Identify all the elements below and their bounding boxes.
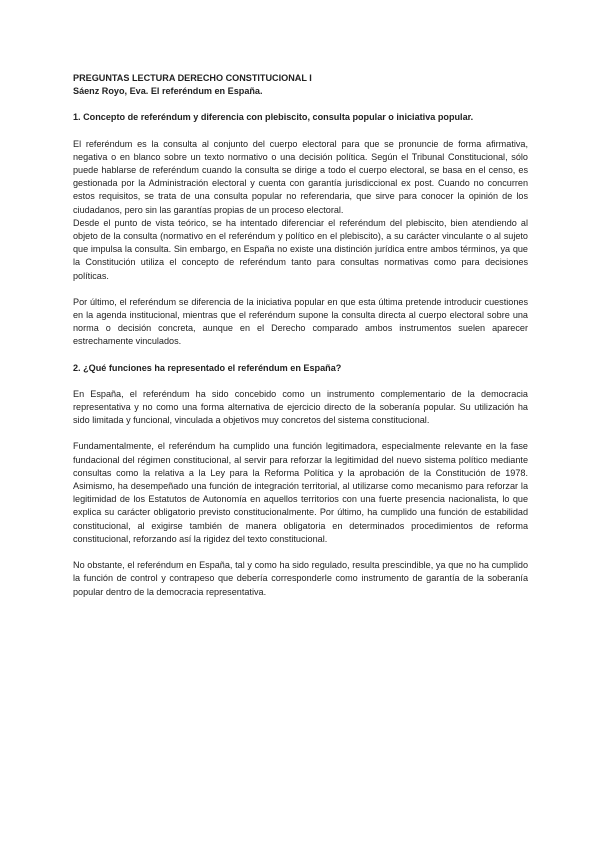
section-2-paragraph-2: Fundamentalmente, el referéndum ha cumplido una función legitimadora, especialmente relevante en la fase fundacional del régimen constitucional, al servir para reforzar la legitimidad del nuevo sistema político mediante consultas como la relativa a la Ley para la Reforma Política y la aprobación de la Constitución de 1978. Asimismo, ha desempeñado una función de integración territorial, al utilizarse como mecanismo para reforzar la legitimidad de los Estatutos de Autonomía en aquellos territorios con una fuerte presencia nacionalista, lo que explica su carácter obligatorio previsto constitucionalmente. Por último, ha cumplido una función de estabilidad constitucional, al exigirse también de manera obligatoria en determinados procedimientos de reforma constitucional, reforzando así la rigidez del texto constitucional. [73,441,528,544]
document-body [73,72,528,599]
document-title: PREGUNTAS LECTURA DERECHO CONSTITUCIONAL I [73,73,312,83]
section-2-paragraph-3: No obstante, el referéndum en España, tal y como ha sido regulado, resulta prescindible, ya que no ha cumplido la función de control y contrapeso que debería corresponderle como instrumento de garantía de la soberanía popular dentro de la democracia representativa. [73,560,528,597]
section-1-paragraph-3: Por último, el referéndum se diferencia de la iniciativa popular en que esta última pretende introducir cuestiones en la agenda institucional, mientras que el referéndum supone la consulta directa al cuerpo electoral sobre una norma o decisión concreta, aunque en el Derecho comparado ambos instrumentos suelen aparecer estrechamente vinculados. [73,296,528,347]
section-1-paragraph-1: El referéndum es la consulta al conjunto del cuerpo electoral para que se pronuncie de forma afirmativa, negativa o en blanco sobre un texto normativo o una decisión política. Según el Tribunal Constitucional, sólo puede hablarse de referéndum cuando la consulta se dirige a todo el cuerpo electoral, se basa en el censo, es gestionada por la Administración electoral y cuenta con garantía jurisdiccional ex post. Cuando no concurren estos requisitos, se trata de una consulta popular no referendaria, que sirve para conocer la opinión de los ciudadanos, pero sin las garantías propias de un proceso electoral. [73,138,528,215]
section-2-heading: 2. ¿Qué funciones ha representado el referéndum en España? [73,362,342,373]
document-subtitle: Sáenz Royo, Eva. El referéndum en España. [73,86,263,97]
section-1-paragraph-2: Desde el punto de vista teórico, se ha intentado diferenciar el referéndum del plebiscito, bien atendiendo al objeto de la consulta (normativo en el referéndum y político en el plebiscito), a su carácter vinculante o al sujeto que impulsa la consulta. Sin embargo, en España no existe una distinción jurídica entre ambos términos, ya que la Constitución utiliza el concepto de referéndum tanto para consultas normativas como para decisiones políticas. [73,217,528,281]
section-1-heading: 1. Concepto de referéndum y diferencia con plebiscito, consulta popular o iniciativa popular. [73,112,474,123]
section-2-paragraph-1: En España, el referéndum ha sido concebido como un instrumento complementario de la democracia representativa y no como una forma alternativa de ejercicio directo de la soberanía popular. Su utilización ha sido limitada y funcional, vinculada a objetivos muy concretos del sistema constitucional. [73,388,528,426]
